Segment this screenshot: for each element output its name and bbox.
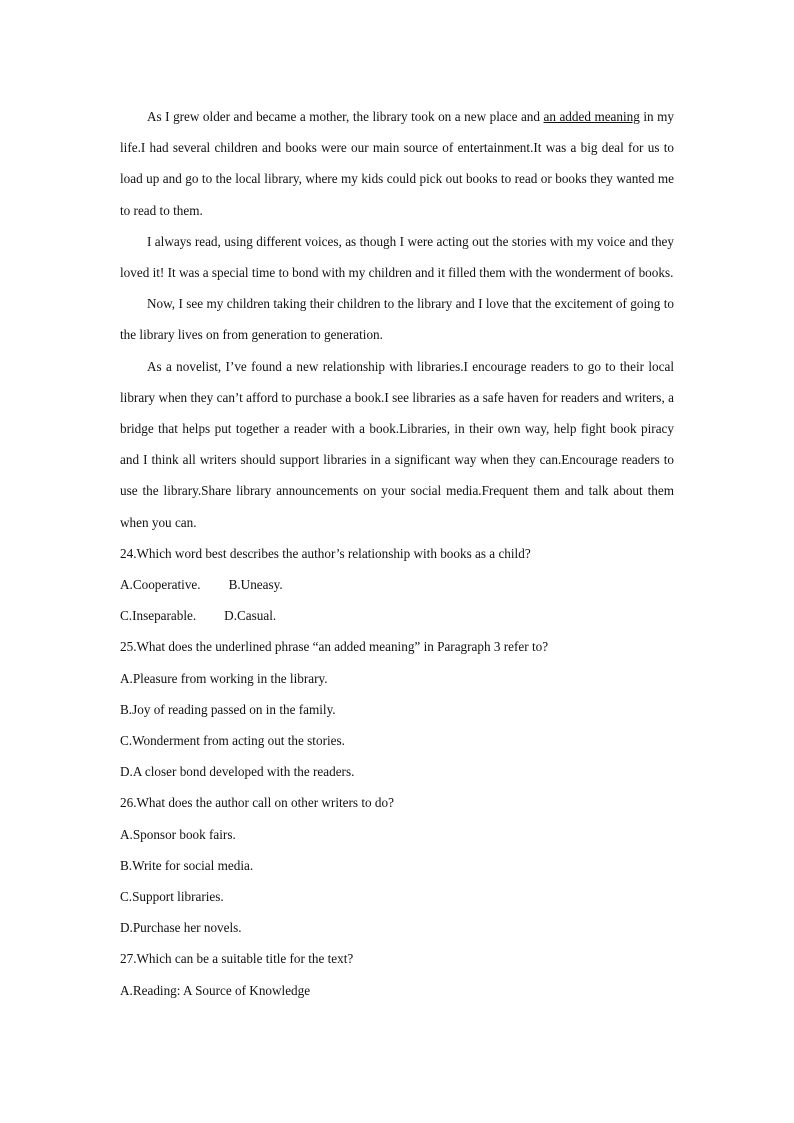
question-24-stem: 24.Which word best describes the author’s relationship with books as a child? (120, 545, 531, 561)
question-26-stem: 26.What does the author call on other writers to do? (120, 795, 394, 811)
option-26-d: D.Purchase her novels. (120, 920, 242, 936)
option-24-a: A.Cooperative. (120, 577, 201, 593)
option-25-c: C.Wonderment from acting out the stories. (120, 733, 345, 749)
question-25-stem: 25.What does the underlined phrase “an added meaning” in Paragraph 3 refer to? (120, 639, 549, 655)
option-26-a: A.Sponsor book fairs. (120, 826, 236, 842)
option-24-d: D.Casual. (224, 608, 277, 624)
question-24-options-cd (120, 600, 674, 631)
option-25-d: D.A closer bond developed with the readers. (120, 764, 355, 780)
underlined-phrase: an added meaning (543, 109, 640, 124)
question-24 (120, 538, 674, 632)
paragraph-1-text-end: in my life.I had several children and books were our main source of entertainment.It was a big deal for us to load up and go to the local library, where my kids could pick out books to read or books they wanted me to read to them. (120, 109, 674, 218)
option-25-b: B.Joy of reading passed on in the family. (120, 701, 336, 717)
paragraph-1-text-start: As I grew older and became a mother, the library took on a new place and (147, 109, 544, 124)
question-26 (120, 787, 674, 943)
question-27-stem: 27.Which can be a suitable title for the text? (120, 951, 354, 967)
option-27-a: A.Reading: A Source of Knowledge (120, 982, 311, 998)
option-26-b: B.Write for social media. (120, 857, 254, 873)
option-26-c: C.Support libraries. (120, 889, 224, 905)
paragraph-3: Now, I see my children taking their children to the library and I love that the excitement of going to the library lives on from generation to generation. (120, 296, 674, 343)
option-24-b: B.Uneasy. (228, 577, 283, 593)
question-24-options-ab (120, 569, 674, 600)
question-25 (120, 631, 674, 787)
question-27 (120, 943, 674, 1005)
paragraph-2: I always read, using different voices, as though I were acting out the stories with my voice and they loved it! It was a special time to bond with my children and it filled them with the wonderment of books. (120, 233, 674, 281)
option-24-c: C.Inseparable. (120, 608, 197, 624)
option-25-a: A.Pleasure from working in the library. (120, 670, 328, 686)
paragraph-4: As a novelist, I’ve found a new relationship with libraries.I encourage readers to go to their local library when they can’t afford to purchase a book.I see libraries as a safe haven for readers and writers, a bridge that helps put together a reader with a book.Libraries, in their own way, help fight book piracy and I think all writers should support libraries in a significant way when they can.Encourage readers to use the library.Share library announcements on your social media.Frequent them and talk about them when you can. (120, 358, 674, 530)
document-body (120, 101, 674, 1006)
paragraph-1 (120, 101, 674, 226)
